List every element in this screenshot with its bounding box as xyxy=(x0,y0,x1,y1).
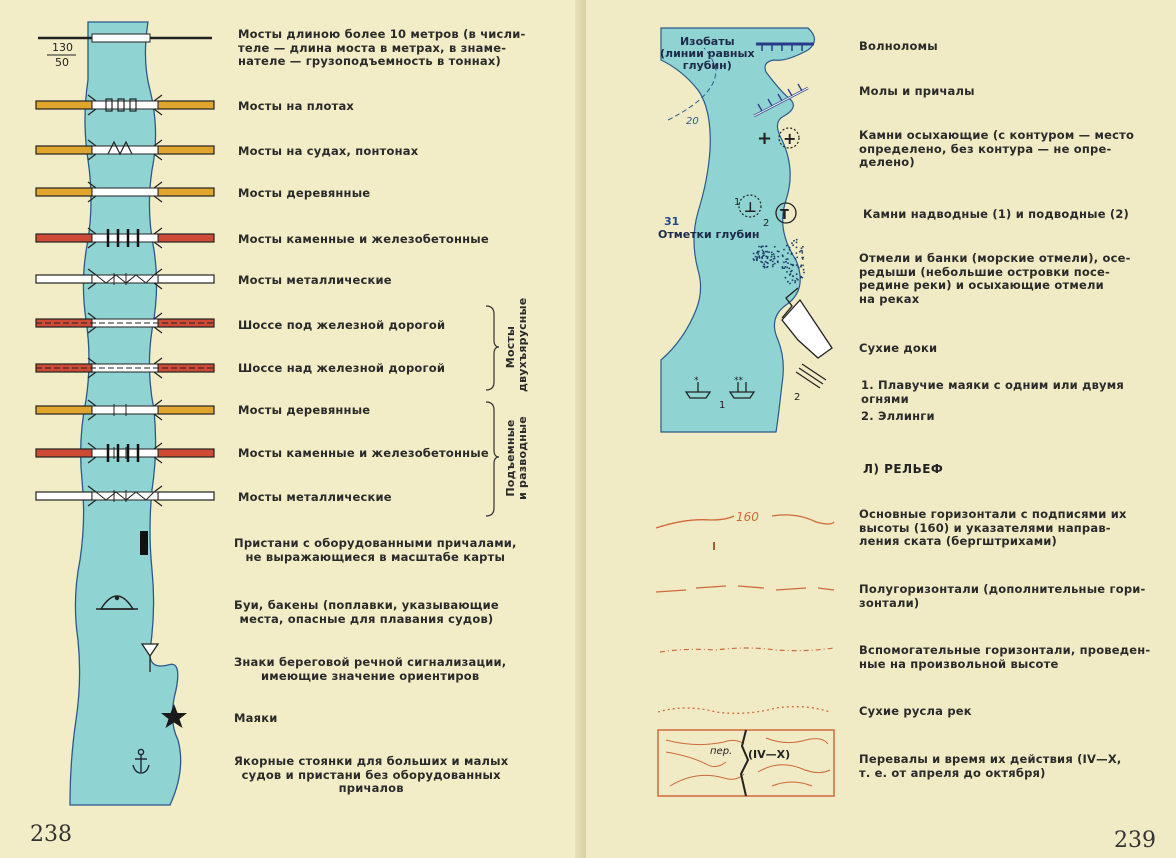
contour-main-icon xyxy=(656,516,734,528)
item-rocks: Камни надводные (1) и подводные (2) xyxy=(863,207,1130,221)
slipway-icon xyxy=(796,364,826,388)
item-moles: Молы и причалы xyxy=(859,84,975,98)
brace-movable: Подъемные и разводные xyxy=(504,416,529,500)
signal-icon xyxy=(142,644,158,656)
svg-text:2: 2 xyxy=(763,218,770,229)
svg-text:пер.: пер. xyxy=(710,746,733,757)
item-drying-rocks: Камни осыхающие (с контуром — место определено, без контура — не опре- делено) xyxy=(859,128,1135,169)
svg-text:130: 130 xyxy=(52,41,73,54)
map-label-depth-value: 31 xyxy=(664,215,680,228)
relief-passes: Перевалы и время их действия (IV—X, т. е. от апреля до октября) xyxy=(859,752,1122,780)
relief-main-contours: Основные горизонтали с подписями их высоты (160) и указателями направ- ления ската (бергштрихами) xyxy=(859,507,1127,548)
item-dry-docks: Сухие доки xyxy=(859,341,938,355)
item-movable-wooden: Мосты деревянные xyxy=(238,403,371,417)
svg-text:T: T xyxy=(780,208,789,223)
svg-text:**: ** xyxy=(734,376,743,386)
item-shoals: Отмели и банки (морские отмели), осе- редыши (небольшие островки посе- редине реки) и осыхающие отмели на реках xyxy=(859,251,1131,306)
item-buoys: Буи, бакены (поплавки, указывающие места, опасные для плавания судов) xyxy=(234,598,499,626)
svg-text:160: 160 xyxy=(736,510,759,524)
item-long-bridges: Мосты длиною более 10 метров (в числи- теле — длина моста в метрах, в знаме- нателе — грузоподъемность в тоннах) xyxy=(238,27,526,68)
svg-text:1: 1 xyxy=(719,400,726,411)
relief-aux-contours: Вспомогательные горизонтали, проведен- ные на произвольной высоте xyxy=(859,643,1151,671)
svg-text:1: 1 xyxy=(734,197,741,208)
item-road-over-rail: Шоссе над железной дорогой xyxy=(238,361,446,375)
item-piers: Пристани с оборудованными причалами, не выражающиеся в масштабе карты xyxy=(234,536,517,564)
map-label-depth-marks: Отметки глубин xyxy=(658,228,760,241)
anchor-icon xyxy=(133,749,149,773)
item-shore-signals: Знаки береговой речной сигнализации, имеющие значение ориентиров xyxy=(234,655,507,683)
svg-text:+: + xyxy=(783,129,797,148)
pier-icon xyxy=(140,531,148,555)
item-road-under-rail: Шоссе под железной дорогой xyxy=(238,318,446,332)
river-symbols xyxy=(0,0,586,858)
left-page xyxy=(0,0,586,858)
item-raft-bridges: Мосты на плотах xyxy=(238,99,355,113)
svg-text:2: 2 xyxy=(794,392,801,403)
right-page xyxy=(586,0,1176,858)
brace-two-level: Мосты двухъярусные xyxy=(504,297,529,392)
item-light-vessels: 1. Плавучие маяки с одним или двумя огнями xyxy=(861,378,1124,406)
svg-text:⊥: ⊥ xyxy=(744,200,757,216)
svg-text:50: 50 xyxy=(55,56,69,69)
item-breakwaters: Волноломы xyxy=(859,39,938,53)
relief-half-contours: Полугоризонтали (дополнительные гори- зонтали) xyxy=(859,582,1146,610)
page-number-right: 239 xyxy=(1114,828,1156,853)
item-metal-bridges: Мосты металлические xyxy=(238,273,392,287)
page-number-left: 238 xyxy=(30,822,72,847)
item-wooden-bridges: Мосты деревянные xyxy=(238,186,371,200)
contour-half-icon xyxy=(656,586,834,592)
map-label-isobaths: Изобаты (линии равных глубин) xyxy=(660,35,755,72)
contour-aux-icon xyxy=(660,648,834,652)
relief-heading: Л) РЕЛЬЕФ xyxy=(863,462,944,476)
item-movable-stone: Мосты каменные и железобетонные xyxy=(238,446,489,460)
item-anchorages: Якорные стоянки для больших и малых судов и пристани без оборудованных причалов xyxy=(234,754,509,795)
lighthouse-icon xyxy=(161,704,187,728)
item-pontoon-bridges: Мосты на судах, понтонах xyxy=(238,144,419,158)
item-movable-metal: Мосты металлические xyxy=(238,490,392,504)
item-stone-bridges: Мосты каменные и железобетонные xyxy=(238,232,489,246)
item-slipways: 2. Эллинги xyxy=(861,409,935,423)
svg-text:*: * xyxy=(694,376,699,386)
svg-text:(IV—X): (IV—X) xyxy=(748,748,791,761)
svg-text:20: 20 xyxy=(686,116,699,127)
dry-riverbed-icon xyxy=(658,707,830,714)
relief-dry-riverbeds: Сухие русла рек xyxy=(859,704,972,718)
item-lighthouses: Маяки xyxy=(234,711,278,725)
rock-plus-icon: + xyxy=(757,128,773,149)
